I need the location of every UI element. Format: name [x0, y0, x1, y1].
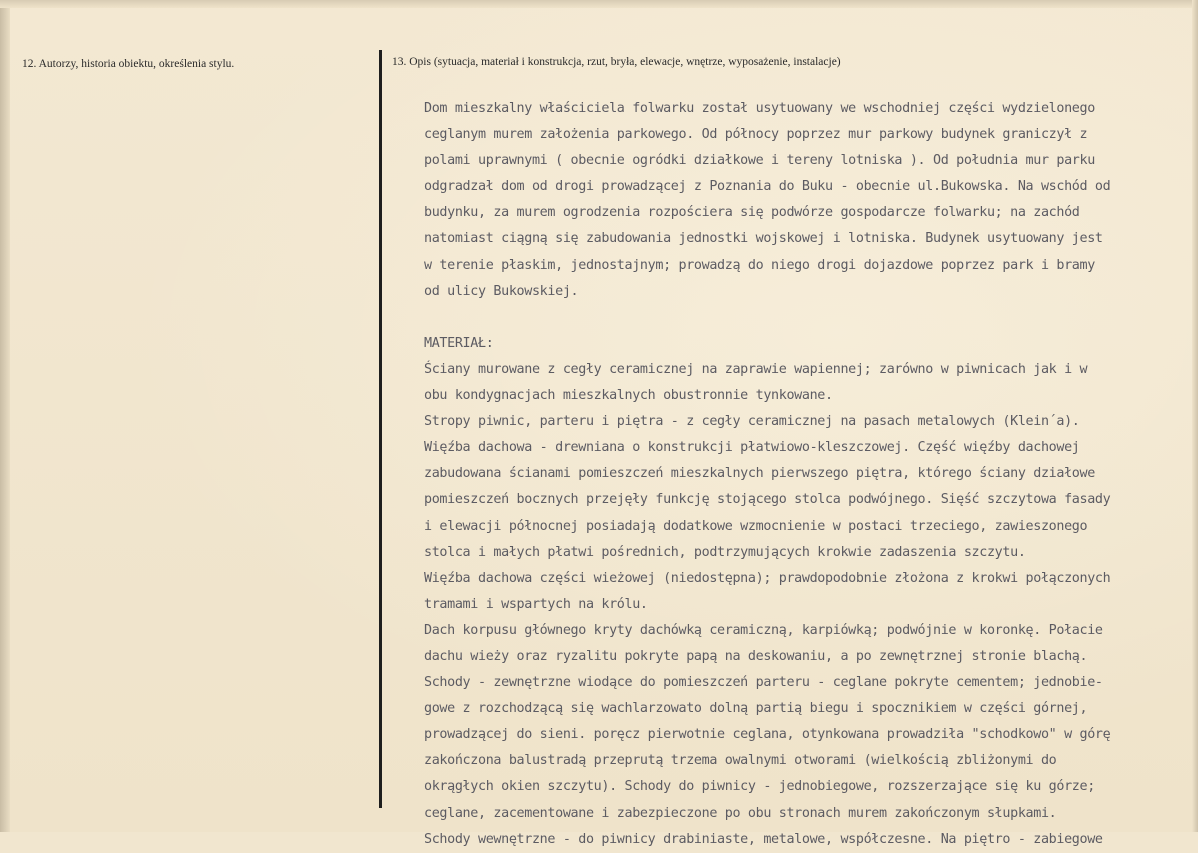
text-line: Stropy piwnic, parteru i piętra - z cegły ceramicznej na pasach metalowych (Klein´a).: [424, 414, 1080, 430]
text-line: Schody wewnętrzne - do piwnicy drabiniaste, metalowe, współczesne. Na piętro - zabiegowe: [424, 831, 1103, 847]
page-top-edge: [0, 0, 1198, 8]
column-divider: [379, 50, 382, 808]
text-line: od ulicy Bukowskiej.: [424, 283, 579, 299]
text-line: Schody - zewnętrzne wiodące do pomieszczeń parteru - ceglane pokryte cementem; jednobie-: [424, 675, 1103, 691]
description-text: [424, 96, 1176, 853]
text-line: pomieszczeń bocznych przejęły funkcję stojącego stolca podwójnego. Sięść szczytowa fasady: [424, 492, 1111, 508]
text-line: zakończona balustradą przeprutą trzema owalnymi otworami (wielkością zbliżonymi do: [424, 753, 1057, 769]
page-left-edge: [0, 0, 10, 832]
text-line: Dom mieszkalny właściciela folwarku został usytuowany we wschodniej części wydzielonego: [424, 101, 1095, 116]
text-line: w terenie płaskim, jednostajnym; prowadzą do niego drogi dojazdowe poprzez park i bramy: [424, 257, 1095, 273]
text-line: okrągłych okien szczytu). Schody do piwnicy - jednobiegowe, rozszerzające się ku górze;: [424, 779, 1095, 795]
text-line: Więźba dachowa części wieżowej (niedostępna); prawdopodobnie złożona z krokwi połączonych: [424, 570, 1111, 586]
text-line: obu kondygnacjach mieszkalnych obustronnie tynkowane.: [424, 388, 833, 404]
location-paragraph: [424, 96, 1176, 305]
text-line: i elewacji północnej posiadają dodatkowe wzmocnienie w postaci trzeciego, zawieszonego: [424, 518, 1088, 534]
text-line: polami uprawnymi ( obecnie ogródki działkowe i tereny lotniska ). Od południa mur parku: [424, 153, 1095, 169]
text-line: Ściany murowane z cegły ceramicznej na zaprawie wapiennej; zarówno w piwnicach jak i w: [424, 361, 1088, 377]
text-line: Dach korpusu głównego kryty dachówką ceramiczną, karpiówką; podwójnie w koronkę. Połacie: [424, 622, 1103, 638]
material-paragraph: [424, 357, 1176, 853]
text-line: gowe z rozchodzącą się wachlarzowato dolną partią biegu i spocznikiem w części górnej,: [424, 701, 1088, 717]
text-line: stolca i małych płatwi pośrednich, podtrzymujących krokwie zadaszenia szczytu.: [424, 544, 1026, 560]
text-line: ceglane, zacementowane i zabezpieczone po obu stronach murem zakończonym słupkami.: [424, 805, 1057, 821]
page-right-edge: [1192, 0, 1198, 832]
text-line: Więźba dachowa - drewniana o konstrukcji płatwiowo-kleszczowej. Część więźby dachowej: [424, 440, 1080, 456]
text-line: budynku, za murem ogrodzenia rozpościera się podwórze gospodarcze folwarku; na zachód: [424, 205, 1080, 221]
section-13-heading: 13. Opis (sytuacja, materiał i konstrukcja, rzut, bryła, elewacje, wnętrze, wyposażenie, instalacje): [392, 56, 841, 68]
text-line: prowadzącej do sieni. poręcz pierwotnie ceglana, otynkowana prowadziła "schodkowo" w górę: [424, 727, 1111, 743]
section-12-heading: 12. Autorzy, historia obiektu, określenia stylu.: [22, 58, 235, 70]
text-line: zabudowana ścianami pomieszczeń mieszkalnych pierwszego piętra, którego ściany działowe: [424, 466, 1095, 482]
text-line: ceglanym murem założenia parkowego. Od północy poprzez mur parkowy budynek graniczył z: [424, 127, 1088, 143]
text-line: dachu wieży oraz ryzalitu pokryte papą na deskowaniu, a po zewnętrznej stronie blachą.: [424, 648, 1088, 664]
text-line: odgradzał dom od drogi prowadzącej z Poznania do Buku - obecnie ul.Bukowska. Na wschód od: [424, 179, 1111, 195]
paragraph-gap: [424, 305, 1176, 331]
text-line: tramami i wspartych na królu.: [424, 596, 648, 612]
text-line: natomiast ciągną się zabudowania jednostki wojskowej i lotniska. Budynek usytuowany jest: [424, 231, 1103, 247]
material-heading: MATERIAŁ:: [424, 335, 494, 351]
